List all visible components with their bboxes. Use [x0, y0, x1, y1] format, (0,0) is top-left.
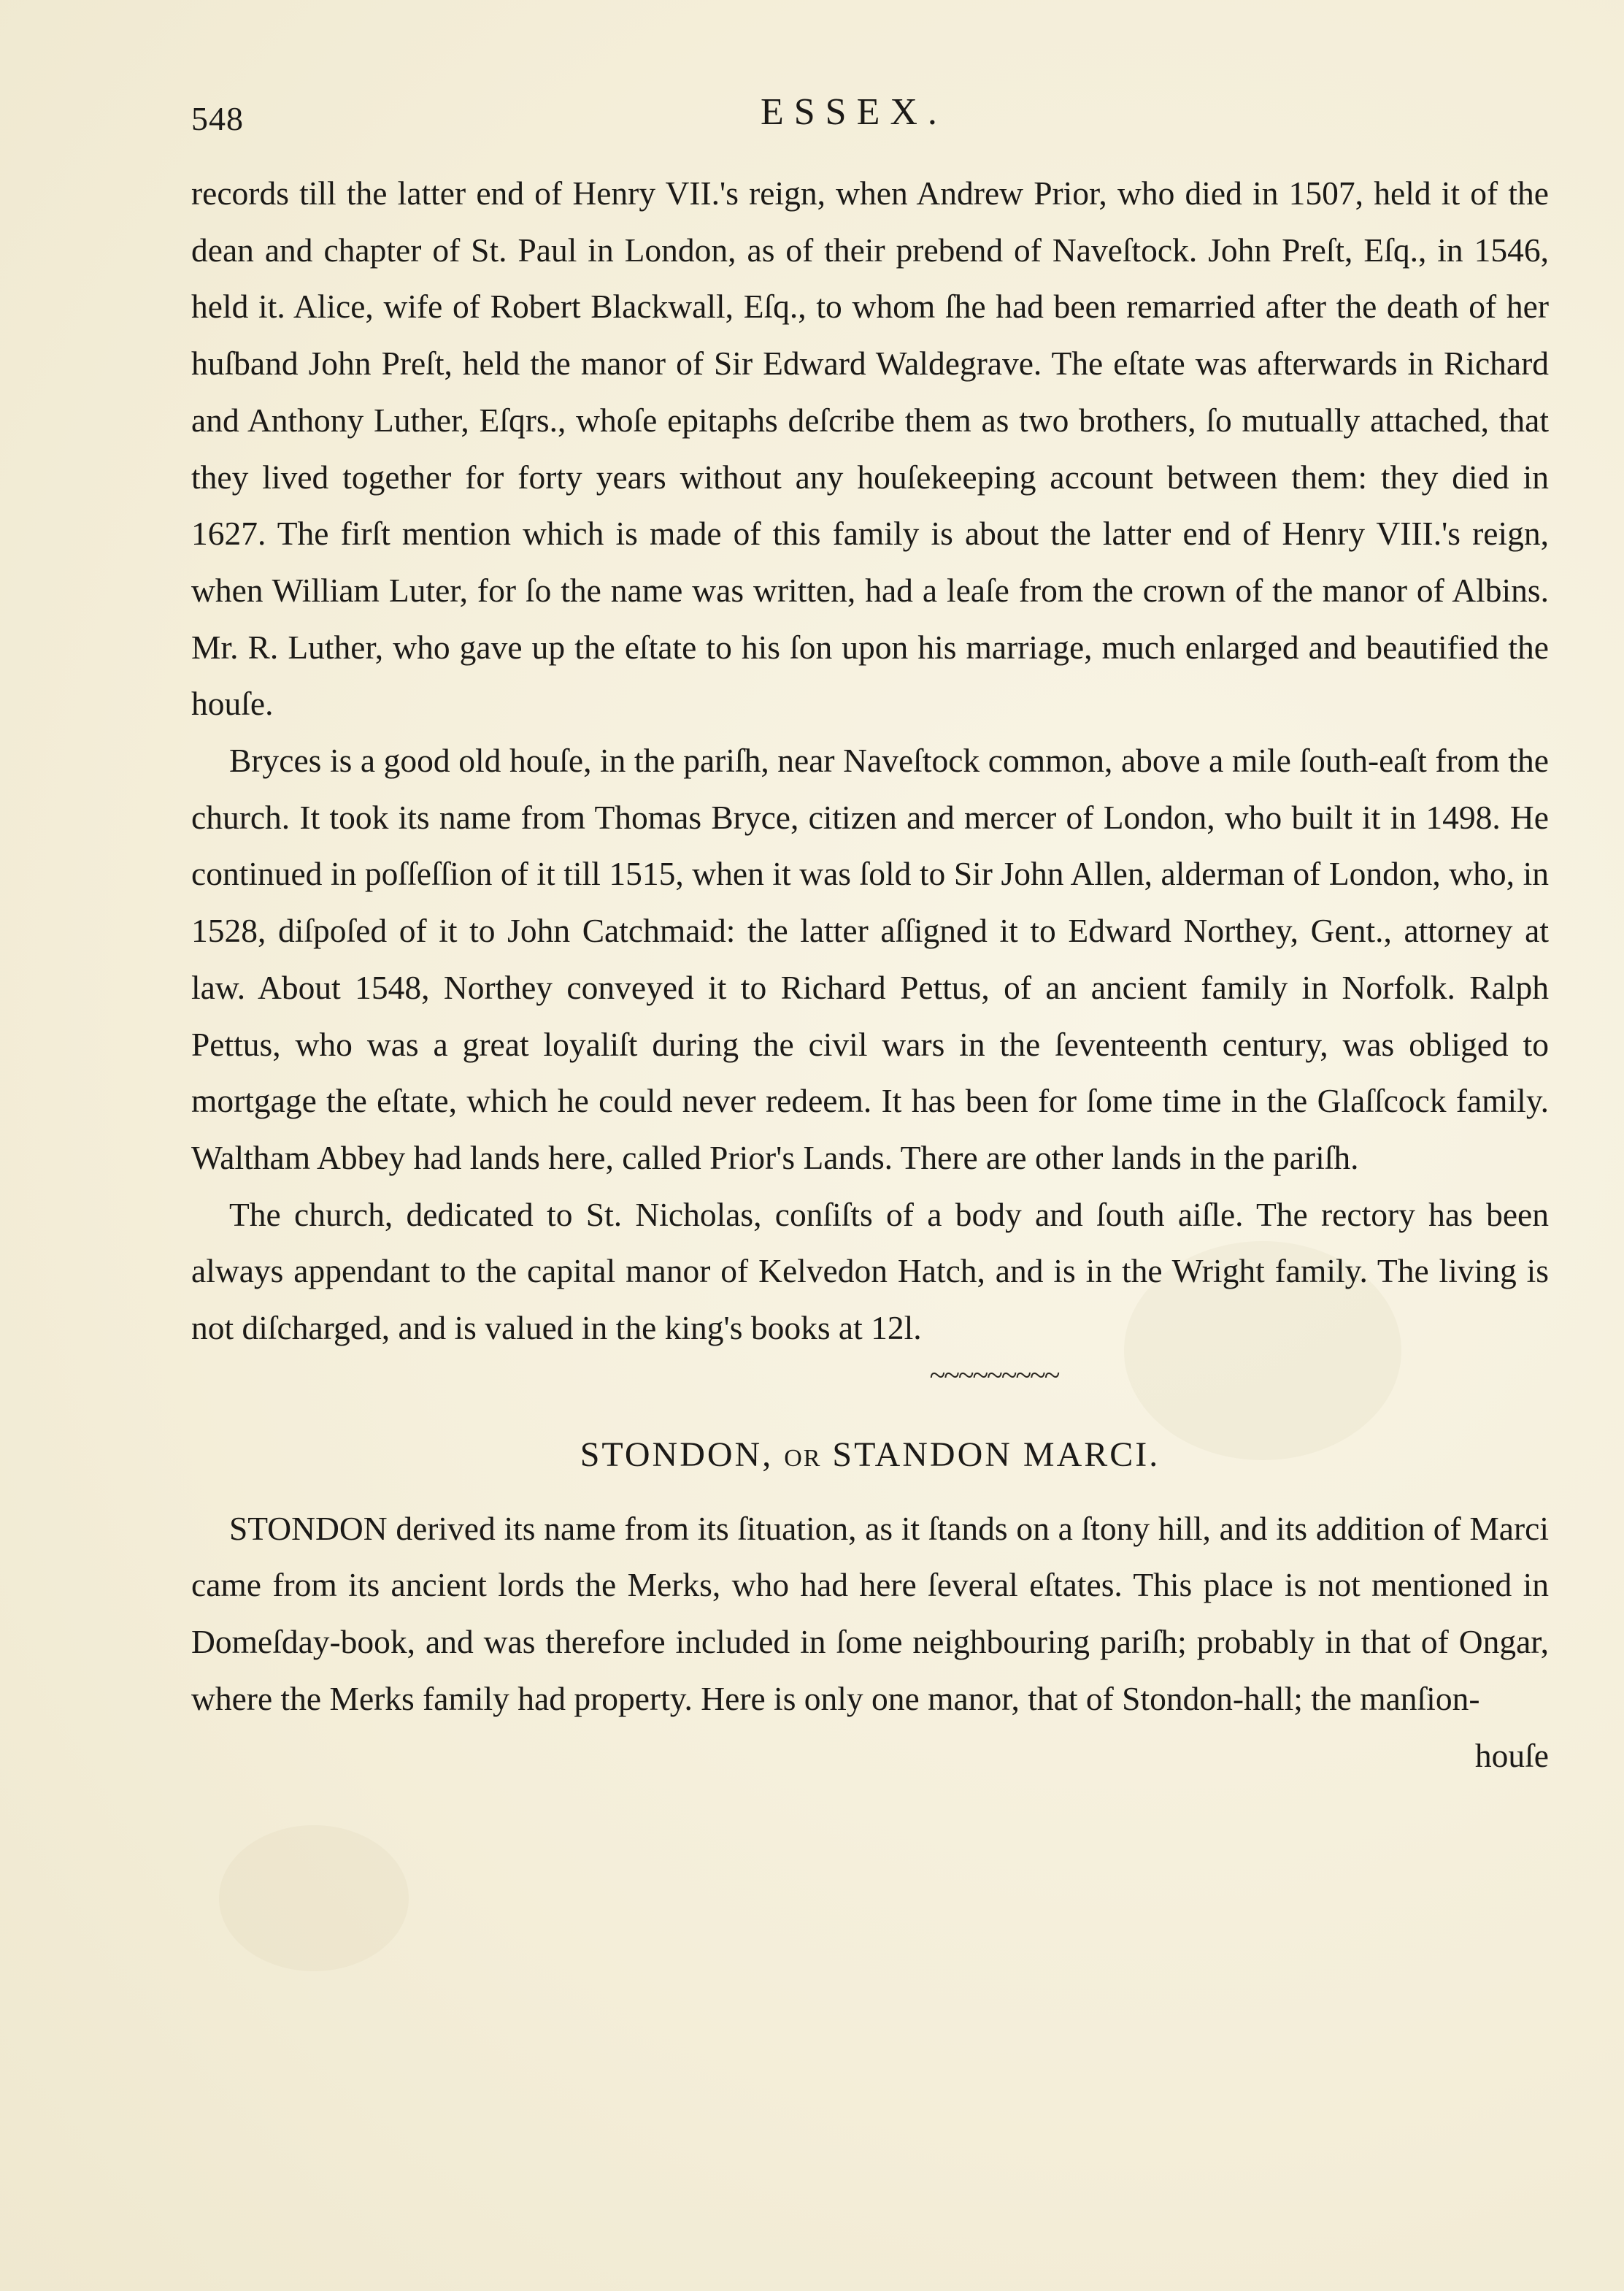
catchword: houſe: [1474, 1736, 1549, 1774]
section-heading-standon-marci: STANDON MARCI.: [832, 1435, 1161, 1474]
section-heading-stondon: STONDON,: [580, 1435, 774, 1474]
running-head: [191, 86, 1549, 145]
section-heading: [191, 1430, 1549, 1484]
book-page: [191, 86, 1549, 1784]
page-number: 548: [191, 100, 244, 137]
paragraph-bryces: Bryces is a good old houſe, in the pariſh, near Naveſtock common, above a mile ſouth-eaſt from the church. It took its name from Thomas Bryce, citizen and mercer of London, who built it in 1498. He continued in poſſeſſion of it till 1515, when it was ſold to Sir John Allen, alderman of London, who, in 1528, diſpoſed of it to John Catchmaid: the latter aſſigned it to Edward Northey, Gent., attorney at law. About 1548, Northey conveyed it to Richard Pettus, of an ancient family in Norfolk. Ralph Pettus, who was a great loyaliſt during the civil wars in the ſeventeenth century, was obliged to mortgage the eſtate, which he could never redeem. It has been for ſome time in the Glaſſcock family. Waltham Abbey had lands here, called Prior's Lands. There are other lands in the pariſh.: [191, 742, 1549, 1176]
paragraph-albins-luther: records till the latter end of Henry VII.'s reign, when Andrew Prior, who died in 1507, held it of the dean and chapter of St. Paul in London, as of their prebend of Naveſtock. John Preſt, Eſq., in 1546, held it. Alice, wife of Robert Blackwall, Eſq., to whom ſhe had been remarried after the death of her huſband John Preſt, held the manor of Sir Edward Waldegrave. The eſtate was afterwards in Richard and Anthony Luther, Eſqrs., whoſe epitaphs deſcribe them as two brothers, ſo mutually attached, that they lived together for forty years without any houſekeeping account between them: they died in 1627. The firſt mention which is made of this family is about the latter end of Henry VIII.'s reign, when William Luter, for ſo the name was written, had a leaſe from the crown of the manor of Albins. Mr. R. Luther, who gave up the eſtate to his ſon upon his marriage, much enlarged and beautified the houſe.: [191, 174, 1549, 723]
paragraph-stondon: STONDON derived its name from its ſituation, as it ſtands on a ſtony hill, and its addition of Marci came from its ancient lords the Merks, who had here ſeveral eſtates. This place is not mentioned in Domeſday-book, and was therefore included in ſome neighbouring pariſh; probably in that of Ongar, where the Merks family had property. Here is only one manor, that of Stondon-hall; the manſion-: [191, 1509, 1549, 1717]
paper-stain: [219, 1825, 409, 1971]
decorative-ornament-rule: ~~~~~~~~~: [929, 1358, 1059, 1392]
section-heading-or: OR: [784, 1444, 822, 1472]
running-title: ESSEX.: [761, 91, 947, 133]
paragraph-church: The church, dedicated to St. Nicholas, conſiſts of a body and ſouth aiſle. The rectory has been always appendant to the capital manor of Kelvedon Hatch, and is in the Wright family. The living is not diſcharged, and is valued in the king's books at 12l.: [191, 1195, 1549, 1347]
